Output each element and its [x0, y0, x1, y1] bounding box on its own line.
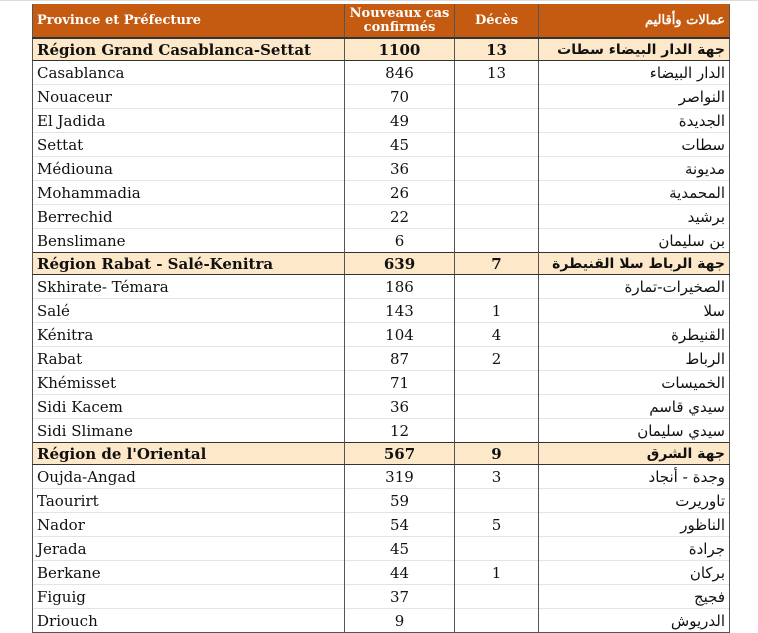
- deaths-value: [455, 585, 539, 609]
- region-name: Région de l'Oriental: [33, 443, 345, 465]
- table-header-row: [33, 4, 730, 38]
- deaths-value: 1: [455, 299, 539, 323]
- header-new-cases: Nouveaux cas confirmés: [345, 4, 455, 38]
- top-divider: [0, 0, 758, 1]
- new-cases-value: 186: [345, 275, 455, 299]
- province-name-arabic: النواصر: [539, 85, 730, 109]
- region-row: [33, 253, 730, 275]
- region-name-arabic: جهة الدار البيضاء سطات: [539, 38, 730, 61]
- table-row: [33, 133, 730, 157]
- deaths-value: [455, 371, 539, 395]
- province-name-arabic: سيدي سليمان: [539, 419, 730, 443]
- new-cases-value: 45: [345, 133, 455, 157]
- table-row: [33, 181, 730, 205]
- new-cases-value: 54: [345, 513, 455, 537]
- table-row: [33, 489, 730, 513]
- deaths-value: [455, 395, 539, 419]
- table-row: [33, 585, 730, 609]
- deaths-value: 5: [455, 513, 539, 537]
- table-row: [33, 205, 730, 229]
- region-name: Région Rabat - Salé-Kenitra: [33, 253, 345, 275]
- province-name-arabic: مديونة: [539, 157, 730, 181]
- deaths-value: [455, 205, 539, 229]
- deaths-value: [455, 85, 539, 109]
- province-name-arabic: الجديدة: [539, 109, 730, 133]
- table-row: [33, 299, 730, 323]
- new-cases-value: 71: [345, 371, 455, 395]
- province-name: Berkane: [33, 561, 345, 585]
- province-name: Jerada: [33, 537, 345, 561]
- region-deaths: 9: [455, 443, 539, 465]
- province-name-arabic: القنيطرة: [539, 323, 730, 347]
- deaths-value: [455, 181, 539, 205]
- new-cases-value: 49: [345, 109, 455, 133]
- deaths-value: [455, 157, 539, 181]
- province-name-arabic: الرباط: [539, 347, 730, 371]
- province-name-arabic: تاوريرت: [539, 489, 730, 513]
- deaths-value: [455, 133, 539, 157]
- new-cases-value: 104: [345, 323, 455, 347]
- province-name: Settat: [33, 133, 345, 157]
- deaths-value: 2: [455, 347, 539, 371]
- province-name: Khémisset: [33, 371, 345, 395]
- deaths-value: [455, 419, 539, 443]
- deaths-value: 3: [455, 465, 539, 489]
- region-row: [33, 443, 730, 465]
- new-cases-value: 87: [345, 347, 455, 371]
- table-row: [33, 561, 730, 585]
- province-name-arabic: المحمدية: [539, 181, 730, 205]
- province-name: Médiouna: [33, 157, 345, 181]
- province-name: Taourirt: [33, 489, 345, 513]
- table-row: [33, 85, 730, 109]
- table-row: [33, 347, 730, 371]
- province-name-arabic: وجدة - أنجاد: [539, 465, 730, 489]
- new-cases-value: 22: [345, 205, 455, 229]
- table-body: [33, 38, 730, 633]
- deaths-value: [455, 489, 539, 513]
- region-cases: 639: [345, 253, 455, 275]
- province-name: Sidi Kacem: [33, 395, 345, 419]
- province-name: Mohammadia: [33, 181, 345, 205]
- header-arabic: عمالات وأقاليم: [539, 4, 730, 38]
- table-row: [33, 323, 730, 347]
- table-row: [33, 275, 730, 299]
- province-name: Figuig: [33, 585, 345, 609]
- table-row: [33, 229, 730, 253]
- province-name-arabic: الدريوش: [539, 609, 730, 633]
- region-row: [33, 38, 730, 61]
- new-cases-value: 45: [345, 537, 455, 561]
- table-row: [33, 609, 730, 633]
- header-province: Province et Préfecture: [33, 4, 345, 38]
- province-name: Sidi Slimane: [33, 419, 345, 443]
- new-cases-value: 37: [345, 585, 455, 609]
- province-name-arabic: جرادة: [539, 537, 730, 561]
- province-name-arabic: الناظور: [539, 513, 730, 537]
- province-name: Driouch: [33, 609, 345, 633]
- cases-table: [32, 4, 730, 633]
- new-cases-value: 12: [345, 419, 455, 443]
- province-name-arabic: سطات: [539, 133, 730, 157]
- table-row: [33, 371, 730, 395]
- table-row: [33, 419, 730, 443]
- province-name: Oujda-Angad: [33, 465, 345, 489]
- new-cases-value: 319: [345, 465, 455, 489]
- region-cases: 1100: [345, 38, 455, 61]
- province-name: Nouaceur: [33, 85, 345, 109]
- province-name-arabic: سلا: [539, 299, 730, 323]
- province-name: Berrechid: [33, 205, 345, 229]
- province-name-arabic: فجيج: [539, 585, 730, 609]
- new-cases-value: 6: [345, 229, 455, 253]
- province-name: Nador: [33, 513, 345, 537]
- province-name: Skhirate- Témara: [33, 275, 345, 299]
- province-name-arabic: بن سليمان: [539, 229, 730, 253]
- region-name-arabic: جهة الشرق: [539, 443, 730, 465]
- region-deaths: 13: [455, 38, 539, 61]
- region-name-arabic: جهة الرباط سلا القنيطرة: [539, 253, 730, 275]
- new-cases-value: 26: [345, 181, 455, 205]
- province-name-arabic: الصخيرات-تمارة: [539, 275, 730, 299]
- header-deaths: Décès: [455, 4, 539, 38]
- deaths-value: 1: [455, 561, 539, 585]
- deaths-value: [455, 229, 539, 253]
- new-cases-value: 846: [345, 61, 455, 85]
- new-cases-value: 70: [345, 85, 455, 109]
- deaths-value: 4: [455, 323, 539, 347]
- province-name: Kénitra: [33, 323, 345, 347]
- deaths-value: 13: [455, 61, 539, 85]
- deaths-value: [455, 609, 539, 633]
- region-name: Région Grand Casablanca-Settat: [33, 38, 345, 61]
- new-cases-value: 143: [345, 299, 455, 323]
- province-name-arabic: بركان: [539, 561, 730, 585]
- table-row: [33, 61, 730, 85]
- new-cases-value: 9: [345, 609, 455, 633]
- province-name: El Jadida: [33, 109, 345, 133]
- new-cases-value: 36: [345, 395, 455, 419]
- table-row: [33, 513, 730, 537]
- region-deaths: 7: [455, 253, 539, 275]
- table-row: [33, 465, 730, 489]
- new-cases-value: 44: [345, 561, 455, 585]
- table-row: [33, 109, 730, 133]
- deaths-value: [455, 109, 539, 133]
- province-name: Benslimane: [33, 229, 345, 253]
- deaths-value: [455, 275, 539, 299]
- deaths-value: [455, 537, 539, 561]
- table-row: [33, 157, 730, 181]
- province-name-arabic: الخميسات: [539, 371, 730, 395]
- province-name-arabic: سيدي قاسم: [539, 395, 730, 419]
- province-name: Salé: [33, 299, 345, 323]
- table-row: [33, 395, 730, 419]
- province-name-arabic: الدار البيضاء: [539, 61, 730, 85]
- region-cases: 567: [345, 443, 455, 465]
- new-cases-value: 59: [345, 489, 455, 513]
- province-name: Rabat: [33, 347, 345, 371]
- province-name-arabic: برشيد: [539, 205, 730, 229]
- new-cases-value: 36: [345, 157, 455, 181]
- province-name: Casablanca: [33, 61, 345, 85]
- table-row: [33, 537, 730, 561]
